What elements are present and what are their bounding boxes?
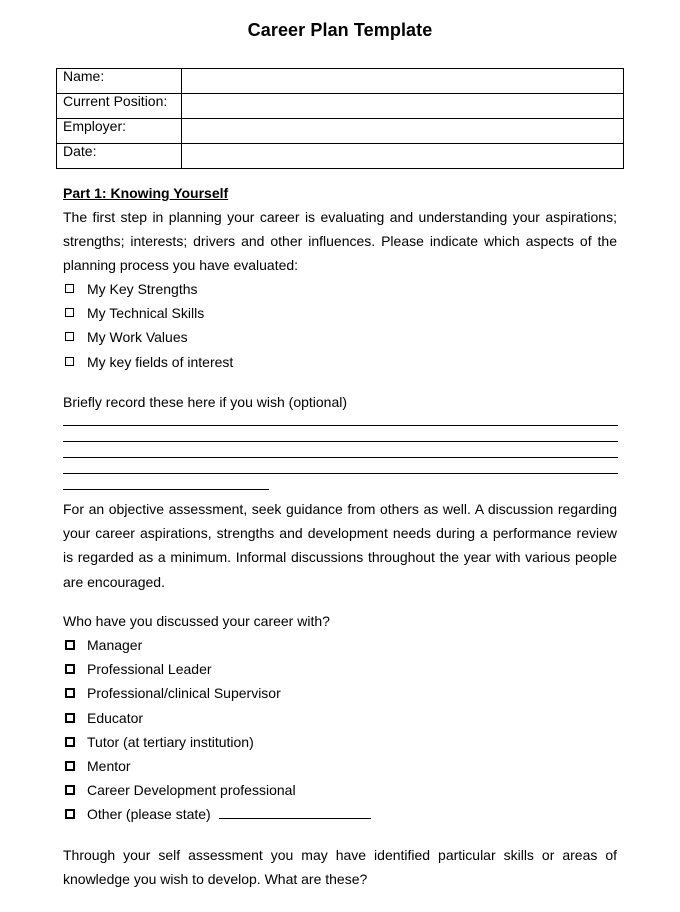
checkbox-icon[interactable] (65, 664, 75, 674)
checkbox-icon[interactable] (65, 785, 75, 795)
aspect-label: My Key Strengths (87, 281, 198, 297)
table-row (57, 119, 624, 144)
list-item[interactable] (63, 754, 371, 778)
current-position-label: Current Position: (57, 94, 182, 119)
list-item[interactable] (63, 657, 371, 681)
aspects-checklist (63, 277, 233, 374)
checkbox-icon[interactable] (65, 284, 74, 293)
checkbox-icon[interactable] (65, 357, 74, 366)
discussed-question: Who have you discussed your career with? (63, 613, 330, 629)
write-line[interactable] (63, 489, 269, 490)
part1-intro: The first step in planning your career is evaluating and understanding your aspirations; strengths; interests; drivers and other influences. Please indicate which aspects of the planning process you have evaluated: (63, 209, 617, 274)
checkbox-icon[interactable] (65, 308, 74, 317)
part1-heading: Part 1: Knowing Yourself (63, 185, 229, 201)
employer-label: Employer: (57, 119, 182, 144)
other-state-line[interactable] (219, 804, 371, 819)
record-prompt: Briefly record these here if you wish (optional) (63, 394, 348, 410)
page-title: Career Plan Template (247, 20, 433, 40)
list-item[interactable] (63, 706, 371, 730)
write-line[interactable] (63, 441, 618, 442)
discussed-label: Professional/clinical Supervisor (87, 685, 281, 702)
info-table (56, 68, 624, 169)
aspect-label: My Technical Skills (87, 305, 205, 322)
employer-field[interactable] (182, 119, 624, 144)
discussed-label: Other (please state) (87, 806, 211, 823)
list-item[interactable] (63, 633, 371, 657)
table-row (57, 94, 624, 119)
aspect-label: My key fields of interest (87, 353, 234, 370)
discussed-label: Manager (87, 637, 143, 653)
name-field[interactable] (182, 69, 624, 94)
discussed-label: Educator (87, 709, 144, 726)
discussed-checklist (63, 633, 371, 827)
aspect-label: My Work Values (87, 329, 188, 346)
list-item[interactable] (63, 325, 233, 349)
discussed-label: Mentor (87, 757, 131, 774)
write-line[interactable] (63, 457, 618, 458)
name-label: Name: (57, 69, 182, 94)
list-item[interactable] (63, 802, 371, 826)
checkbox-icon[interactable] (65, 737, 75, 747)
date-field[interactable] (182, 144, 624, 169)
current-position-field[interactable] (182, 94, 624, 119)
discussed-label: Career Development professional (87, 782, 296, 799)
list-item[interactable] (63, 350, 233, 374)
checkbox-icon[interactable] (65, 809, 75, 819)
list-item[interactable] (63, 301, 233, 325)
discussed-label: Professional Leader (87, 661, 212, 678)
checkbox-icon[interactable] (65, 332, 74, 341)
checkbox-icon[interactable] (65, 688, 75, 698)
discussed-label: Tutor (at tertiary institution) (87, 733, 254, 750)
checkbox-icon[interactable] (65, 713, 75, 723)
objective-paragraph: For an objective assessment, seek guidance from others as well. A discussion regarding your career aspirations, strengths and development needs during a performance review is regarded as a minimum. Informal discussions throughout the year with various people are encouraged. (63, 501, 617, 590)
table-row (57, 69, 624, 94)
date-label: Date: (57, 144, 182, 169)
list-item[interactable] (63, 778, 371, 802)
write-line[interactable] (63, 473, 618, 474)
self-assessment-paragraph: Through your self assessment you may have identified particular skills or areas of knowledge you wish to develop. What are these? (63, 847, 617, 888)
checkbox-icon[interactable] (65, 761, 75, 771)
list-item[interactable] (63, 730, 371, 754)
checkbox-icon[interactable] (65, 640, 75, 650)
list-item[interactable] (63, 277, 233, 301)
list-item[interactable] (63, 681, 371, 705)
table-row (57, 144, 624, 169)
write-line[interactable] (63, 425, 618, 426)
